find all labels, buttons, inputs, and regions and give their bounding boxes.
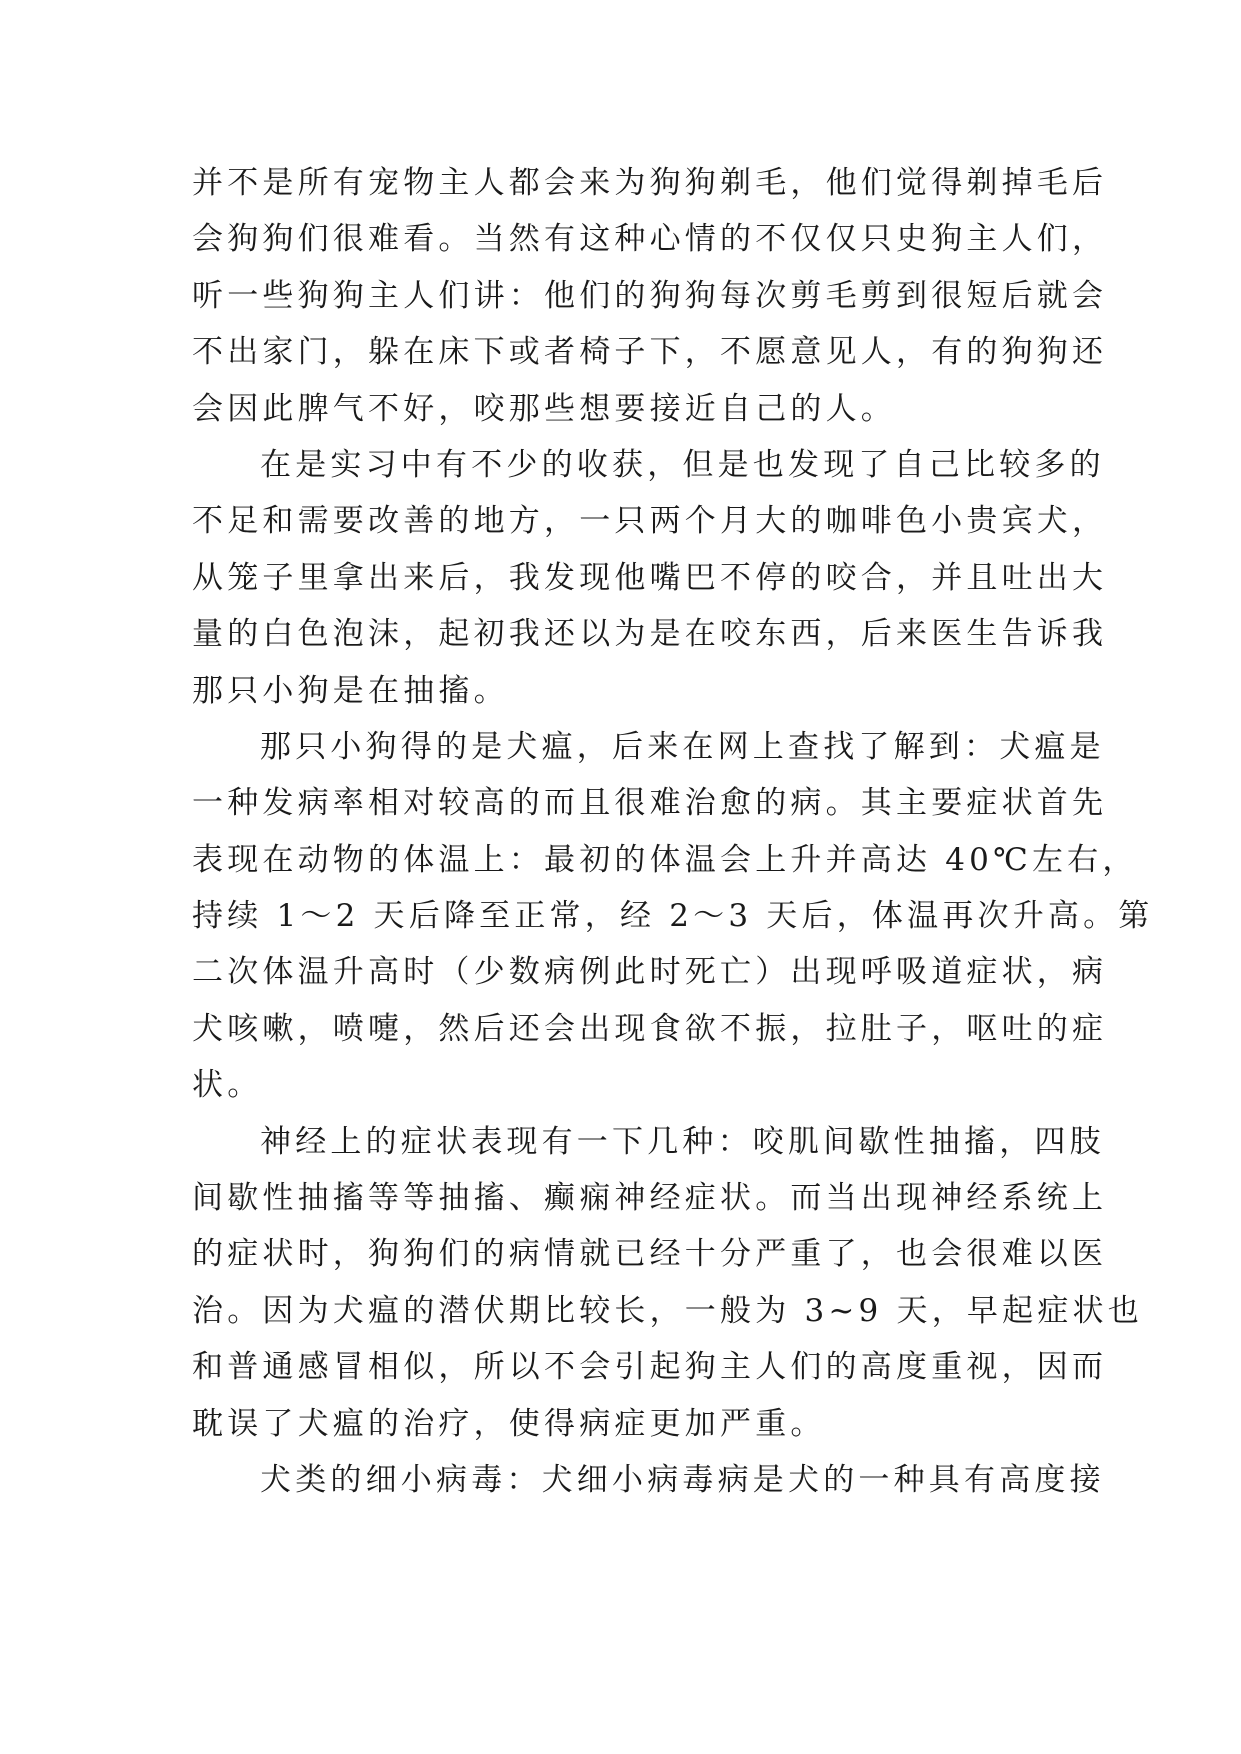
paragraph-start-line: 犬类的细小病毒：犬细小病毒病是犬的一种具有高度接 [260,1461,1105,1498]
text-line: 并不是所有宠物主人都会来为狗狗剃毛，他们觉得剃掉毛后 [192,165,1108,201]
text-line: 和普通感冒相似，所以不会引起狗主人们的高度重视，因而 [192,1349,1108,1386]
text-line: 从笼子里拿出来后，我发现他嘴巴不停的咬合，并且吐出大 [192,559,1108,596]
paragraph-start-line: 在是实习中有不少的收获，但是也发现了自己比较多的 [260,446,1105,483]
text-line: 不出家门，躲在床下或者椅子下，不愿意见人，有的狗狗还 [192,334,1108,371]
text-line: 一种发病率相对较高的而且很难治愈的病。其主要症状首先 [192,785,1108,822]
text-line: 不足和需要改善的地方，一只两个月大的咖啡色小贵宾犬， [192,503,1108,540]
text-line: 表现在动物的体温上：最初的体温会上升并高达 40℃左右， [192,841,1138,878]
text-line: 犬咳嗽，喷嚏，然后还会出现食欲不振，拉肚子，呕吐的症 [192,1010,1108,1047]
text-line: 二次体温升高时（少数病例此时死亡）出现呼吸道症状，病 [192,954,1108,991]
paragraph-start-line: 神经上的症状表现有一下几种：咬肌间歇性抽搐，四肢 [260,1123,1105,1160]
text-line: 的症状时，狗狗们的病情就已经十分严重了，也会很难以医 [192,1236,1108,1273]
text-line: 听一些狗狗主人们讲：他们的狗狗每次剪毛剪到很短后就会 [192,277,1108,314]
text-line: 治。因为犬瘟的潜伏期比较长，一般为 3~9 天，早起症状也 [192,1292,1143,1329]
text-line: 耽误了犬瘟的治疗，使得病症更加严重。 [192,1405,826,1442]
text-line: 那只小狗是在抽搐。 [192,672,509,709]
paragraph-start-line: 那只小狗得的是犬瘟，后来在网上查找了解到：犬瘟是 [260,728,1105,765]
text-line: 持续 1～2 天后降至正常，经 2～3 天后，体温再次升高。第 [192,898,1154,935]
body-text [192,155,1154,1508]
text-line: 会因此脾气不好，咬那些想要接近自己的人。 [192,390,896,427]
text-line: 会狗狗们很难看。当然有这种心情的不仅仅只史狗主人们， [192,221,1108,258]
text-line: 量的白色泡沫，起初我还以为是在咬东西，后来医生告诉我 [192,616,1108,653]
text-line: 状。 [192,1067,263,1104]
text-line: 间歇性抽搐等等抽搐、癫痫神经症状。而当出现神经系统上 [192,1180,1108,1217]
